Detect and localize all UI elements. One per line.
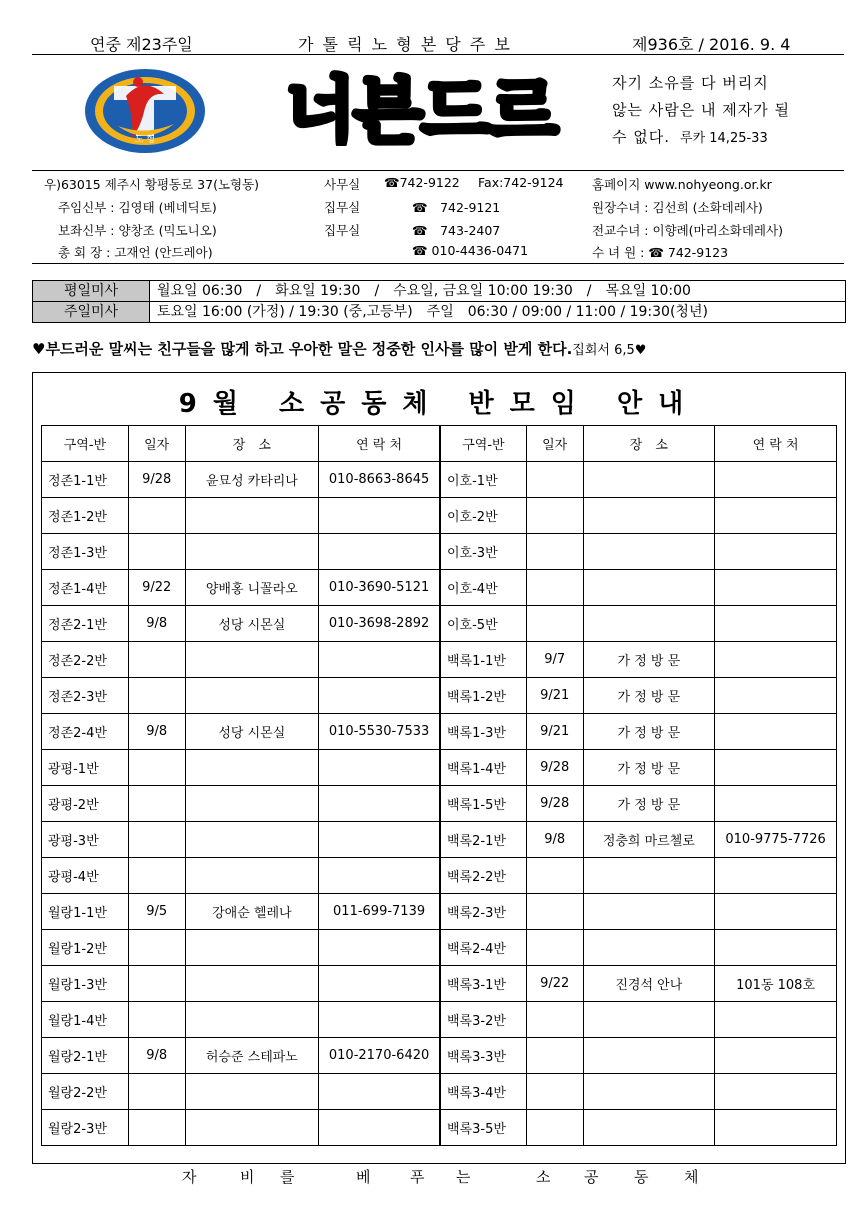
cell-contact: 010-2170-6420 <box>319 1038 440 1074</box>
cell-contact <box>715 894 837 930</box>
footer-char: 체 <box>684 1168 699 1186</box>
meeting-table-left <box>41 425 440 1146</box>
table-row <box>42 786 440 822</box>
col-header-place: 장 소 <box>185 426 319 462</box>
cell-district: 정존1-2반 <box>42 498 129 534</box>
verse-reference: 루카 14,25-33 <box>680 131 768 146</box>
staff-phone-3: ☎ 010-4436-0471 <box>412 243 529 258</box>
col-header-place: 장 소 <box>583 426 715 462</box>
cell-contact <box>319 750 440 786</box>
table-row <box>441 498 837 534</box>
cell-place <box>185 642 319 678</box>
cell-place <box>583 858 715 894</box>
cell-place: 가 정 방 문 <box>583 642 715 678</box>
cell-date <box>128 858 185 894</box>
table-row <box>441 750 837 786</box>
table-row <box>441 606 837 642</box>
cell-district: 월랑1-3반 <box>42 966 129 1002</box>
cell-place: 양배홍 니꼴라오 <box>185 570 319 606</box>
cell-district: 백록1-3반 <box>441 714 527 750</box>
cell-district: 백록1-4반 <box>441 750 527 786</box>
top-header-bar <box>32 32 844 55</box>
cell-contact <box>319 1002 440 1038</box>
table-row <box>441 678 837 714</box>
table-row <box>441 1074 837 1110</box>
cell-district: 광평-4반 <box>42 858 129 894</box>
address: 우)63015 제주시 황평동로 37(노형동) <box>44 177 260 192</box>
cell-contact <box>715 750 837 786</box>
footer-char: 는 <box>456 1168 471 1186</box>
cell-place: 진경석 안나 <box>583 966 715 1002</box>
table-row <box>441 858 837 894</box>
cell-contact <box>319 498 440 534</box>
cell-place <box>185 822 319 858</box>
cell-district: 백록2-2반 <box>441 858 527 894</box>
cell-district: 월랑2-1반 <box>42 1038 129 1074</box>
cell-contact <box>319 534 440 570</box>
col-header-district: 구역-반 <box>441 426 527 462</box>
cell-contact <box>715 642 837 678</box>
table-row <box>441 966 837 1002</box>
cell-date <box>128 1110 185 1146</box>
cell-contact <box>715 786 837 822</box>
cell-date: 9/8 <box>128 1038 185 1074</box>
table-row <box>441 1110 837 1146</box>
cell-place <box>583 1038 715 1074</box>
table-row <box>441 1002 837 1038</box>
staff-room-1: 집무실 <box>324 200 361 215</box>
cell-place: 윤묘성 카타리나 <box>185 462 319 498</box>
cell-district: 정존2-2반 <box>42 642 129 678</box>
cell-district: 월랑1-2반 <box>42 930 129 966</box>
col-header-contact: 연 락 처 <box>319 426 440 462</box>
cell-district: 정존1-4반 <box>42 570 129 606</box>
staff-right-1: 원장수녀 : 김선희 (소화데레사) <box>592 200 763 215</box>
gospel-verse <box>612 70 848 152</box>
table-row <box>441 642 837 678</box>
cell-district: 정존1-3반 <box>42 534 129 570</box>
cell-contact <box>715 678 837 714</box>
cell-district: 월랑1-1반 <box>42 894 129 930</box>
cell-district: 백록1-2반 <box>441 678 527 714</box>
office-phone: ☎742-9122 <box>384 175 460 190</box>
cell-contact <box>319 786 440 822</box>
footer-char: 를 <box>280 1168 295 1186</box>
cell-contact <box>319 1110 440 1146</box>
liturgical-week: 연중 제23주일 <box>90 35 193 54</box>
table-row <box>42 678 440 714</box>
col-header-date: 일자 <box>526 426 583 462</box>
cell-place <box>583 498 715 534</box>
cell-contact: 010-9775-7726 <box>715 822 837 858</box>
cell-date <box>128 534 185 570</box>
cell-date <box>128 498 185 534</box>
title-wordmark <box>276 70 566 146</box>
col-header-date: 일자 <box>128 426 185 462</box>
fax-number: Fax:742-9124 <box>478 175 564 190</box>
weekday-mass-label: 평일미사 <box>33 281 150 301</box>
table-row <box>42 714 440 750</box>
cell-district: 백록3-1반 <box>441 966 527 1002</box>
staff-room-2: 집무실 <box>324 223 361 238</box>
cell-contact: 010-8663-8645 <box>319 462 440 498</box>
table-row <box>441 1038 837 1074</box>
cell-contact <box>715 570 837 606</box>
footer-char: 동 <box>634 1168 649 1186</box>
cell-place <box>185 786 319 822</box>
sunday-mass-row <box>33 301 845 322</box>
cell-contact <box>319 822 440 858</box>
weekday-mass-row <box>33 281 845 301</box>
cell-place <box>185 750 319 786</box>
cell-district: 이호-5반 <box>441 606 527 642</box>
cell-district: 이호-2반 <box>441 498 527 534</box>
cell-place <box>185 1002 319 1038</box>
cell-place <box>185 858 319 894</box>
table-row <box>42 606 440 642</box>
cell-contact <box>715 930 837 966</box>
sunday-mass-times: 토요일 16:00 (가정) / 19:30 (중,고등부) 주일 06:30 / 09:00 / 11:00 / 19:30(청년) <box>157 304 708 320</box>
table-row <box>42 930 440 966</box>
cell-date: 9/8 <box>128 714 185 750</box>
cell-date: 9/28 <box>526 786 583 822</box>
table-row <box>42 894 440 930</box>
cell-date <box>526 894 583 930</box>
cell-date: 9/8 <box>526 822 583 858</box>
cell-district: 이호-1반 <box>441 462 527 498</box>
cell-district: 월랑1-4반 <box>42 1002 129 1038</box>
staff-phone-2: ☎ 743-2407 <box>412 223 501 238</box>
cell-district: 정존2-4반 <box>42 714 129 750</box>
staff-role-2: 보좌신부 : 양창조 (믹도니오) <box>58 223 217 238</box>
logo-text: 노 형 <box>134 135 156 145</box>
cell-place <box>583 462 715 498</box>
table-row <box>441 822 837 858</box>
meeting-schedule-box <box>32 372 846 1164</box>
cell-date <box>526 498 583 534</box>
cell-date <box>526 606 583 642</box>
footer-char: 비 <box>240 1168 255 1186</box>
cell-place <box>583 1110 715 1146</box>
cell-district: 백록3-3반 <box>441 1038 527 1074</box>
cell-contact <box>319 930 440 966</box>
cell-date <box>128 1074 185 1110</box>
verse-line-1: 자기 소유를 다 버리지 <box>612 74 769 92</box>
staff-role-1: 주임신부 : 김영태 (베네딕토) <box>58 200 217 215</box>
cell-date <box>128 930 185 966</box>
cell-place <box>185 966 319 1002</box>
footer-char: 베 <box>356 1168 371 1186</box>
cell-contact <box>715 1002 837 1038</box>
cell-contact: 010-3698-2892 <box>319 606 440 642</box>
cell-date <box>526 462 583 498</box>
table-row <box>42 498 440 534</box>
cell-date: 9/21 <box>526 714 583 750</box>
cell-date: 9/28 <box>128 462 185 498</box>
cell-contact <box>715 498 837 534</box>
cell-date <box>128 966 185 1002</box>
cell-contact <box>715 534 837 570</box>
weekday-mass-times: 월요일 06:30 / 화요일 19:30 / 수요일, 금요일 10:00 19:30 / 목요일 10:00 <box>157 283 691 299</box>
cell-contact <box>715 462 837 498</box>
cell-district: 백록2-4반 <box>441 930 527 966</box>
verse-line-3: 수 없다. 루카 14,25-33 <box>612 128 768 146</box>
cell-contact <box>319 678 440 714</box>
col-header-contact: 연 락 처 <box>715 426 837 462</box>
cell-contact <box>715 606 837 642</box>
cell-contact <box>715 1074 837 1110</box>
cell-place: 정충희 마르첼로 <box>583 822 715 858</box>
table-row <box>441 462 837 498</box>
cell-district: 백록3-4반 <box>441 1074 527 1110</box>
bulletin-name: 가 톨 릭 노 형 본 당 주 보 <box>298 35 512 54</box>
table-row <box>441 930 837 966</box>
cell-district: 이호-3반 <box>441 534 527 570</box>
cell-place <box>583 606 715 642</box>
cell-district: 백록2-1반 <box>441 822 527 858</box>
cell-place: 가 정 방 문 <box>583 750 715 786</box>
cell-district: 이호-4반 <box>441 570 527 606</box>
table-header-row <box>441 426 837 462</box>
meeting-table-right <box>440 425 837 1146</box>
table-row <box>441 894 837 930</box>
cell-date: 9/22 <box>526 966 583 1002</box>
cell-place <box>185 1110 319 1146</box>
cell-date <box>526 1038 583 1074</box>
cell-district: 광평-2반 <box>42 786 129 822</box>
cell-place <box>583 1002 715 1038</box>
table-row <box>42 822 440 858</box>
table-row <box>441 786 837 822</box>
cell-place: 가 정 방 문 <box>583 786 715 822</box>
cell-place: 강애순 헬레나 <box>185 894 319 930</box>
cell-place <box>185 930 319 966</box>
cell-date <box>526 1002 583 1038</box>
cell-district: 광평-3반 <box>42 822 129 858</box>
table-row <box>42 570 440 606</box>
table-row <box>42 642 440 678</box>
cell-place: 가 정 방 문 <box>583 678 715 714</box>
cell-contact <box>715 858 837 894</box>
cell-place <box>583 1074 715 1110</box>
title-wordmark-text: 너븐드르 <box>285 70 557 146</box>
staff-phone-1: ☎ 742-9121 <box>412 200 501 215</box>
table-row <box>42 1110 440 1146</box>
cell-district: 백록1-1반 <box>441 642 527 678</box>
weekly-motto <box>32 338 844 359</box>
table-row <box>42 462 440 498</box>
cell-district: 월랑2-3반 <box>42 1110 129 1146</box>
cell-date <box>128 678 185 714</box>
cell-contact <box>715 1110 837 1146</box>
table-row <box>42 966 440 1002</box>
cell-date: 9/21 <box>526 678 583 714</box>
cell-date <box>128 750 185 786</box>
cell-date <box>128 1002 185 1038</box>
cell-contact <box>319 1074 440 1110</box>
cell-contact <box>715 1038 837 1074</box>
table-row <box>42 750 440 786</box>
verse-line-2: 않는 사람은 내 제자가 될 <box>612 101 790 119</box>
cell-place <box>185 534 319 570</box>
cell-contact <box>319 642 440 678</box>
cell-place <box>583 534 715 570</box>
cell-place: 가 정 방 문 <box>583 714 715 750</box>
cell-date <box>526 534 583 570</box>
cell-contact: 010-3690-5121 <box>319 570 440 606</box>
cell-place: 허승준 스테파노 <box>185 1038 319 1074</box>
staff-role-3: 총 회 장 : 고재언 (안드레아) <box>58 245 213 260</box>
table-row <box>42 534 440 570</box>
motto-source: 집회서 6,5♥ <box>572 343 647 358</box>
cell-district: 백록1-5반 <box>441 786 527 822</box>
table-row <box>441 714 837 750</box>
cell-date <box>526 858 583 894</box>
cell-place <box>583 570 715 606</box>
cell-date <box>128 786 185 822</box>
cell-place <box>185 678 319 714</box>
sunday-mass-label: 주일미사 <box>33 302 150 322</box>
issue-number: 제936호 / 2016. 9. 4 <box>632 35 791 54</box>
cell-contact <box>319 966 440 1002</box>
cell-place <box>583 894 715 930</box>
cell-contact: 011-699-7139 <box>319 894 440 930</box>
cell-date: 9/7 <box>526 642 583 678</box>
cell-place: 성당 시몬실 <box>185 606 319 642</box>
meeting-title: 9월 소공동체 반모임 안내 <box>178 389 700 419</box>
homepage-link[interactable]: 홈페이지 www.nohyeong.or.kr <box>592 177 772 192</box>
bulletin-title <box>276 70 566 146</box>
staff-right-3: 수 녀 원 : ☎ 742-9123 <box>592 245 729 260</box>
cell-date <box>526 570 583 606</box>
cell-contact: 010-5530-7533 <box>319 714 440 750</box>
footer-char: 공 <box>584 1168 599 1186</box>
cell-district: 백록2-3반 <box>441 894 527 930</box>
cell-district: 월랑2-2반 <box>42 1074 129 1110</box>
cell-district: 백록3-5반 <box>441 1110 527 1146</box>
cell-district: 정존1-1반 <box>42 462 129 498</box>
cell-date <box>128 822 185 858</box>
motto-text: ♥부드러운 말씨는 친구들을 많게 하고 우아한 말은 정중한 인사를 많이 받게 한다. <box>32 340 573 358</box>
table-row <box>42 1038 440 1074</box>
table-row <box>42 1002 440 1038</box>
cell-contact: 101동 108호 <box>715 966 837 1002</box>
col-header-district: 구역-반 <box>42 426 129 462</box>
table-header-row <box>42 426 440 462</box>
table-row <box>42 858 440 894</box>
cell-place <box>185 1074 319 1110</box>
cell-date <box>526 930 583 966</box>
cell-district: 정존2-1반 <box>42 606 129 642</box>
cell-date <box>526 1110 583 1146</box>
cell-date <box>526 1074 583 1110</box>
cell-place: 성당 시몬실 <box>185 714 319 750</box>
parish-info <box>32 170 844 264</box>
cell-date: 9/28 <box>526 750 583 786</box>
cell-place <box>185 498 319 534</box>
mass-schedule <box>32 280 846 323</box>
cell-date: 9/5 <box>128 894 185 930</box>
table-row <box>441 570 837 606</box>
parish-logo <box>84 66 206 156</box>
cell-date <box>128 642 185 678</box>
cell-date: 9/22 <box>128 570 185 606</box>
cell-contact <box>715 714 837 750</box>
table-row <box>42 1074 440 1110</box>
staff-right-2: 전교수녀 : 이향례(마리소화데레사) <box>592 223 783 238</box>
cell-district: 광평-1반 <box>42 750 129 786</box>
footer-char: 푸 <box>410 1168 425 1186</box>
cell-place <box>583 930 715 966</box>
cell-date: 9/8 <box>128 606 185 642</box>
cell-district: 정존2-3반 <box>42 678 129 714</box>
footer-char: 자 <box>182 1168 197 1186</box>
cell-district: 백록3-2반 <box>441 1002 527 1038</box>
office-label: 사무실 <box>324 177 361 192</box>
table-row <box>441 534 837 570</box>
footer-char: 소 <box>536 1168 551 1186</box>
cell-contact <box>319 858 440 894</box>
